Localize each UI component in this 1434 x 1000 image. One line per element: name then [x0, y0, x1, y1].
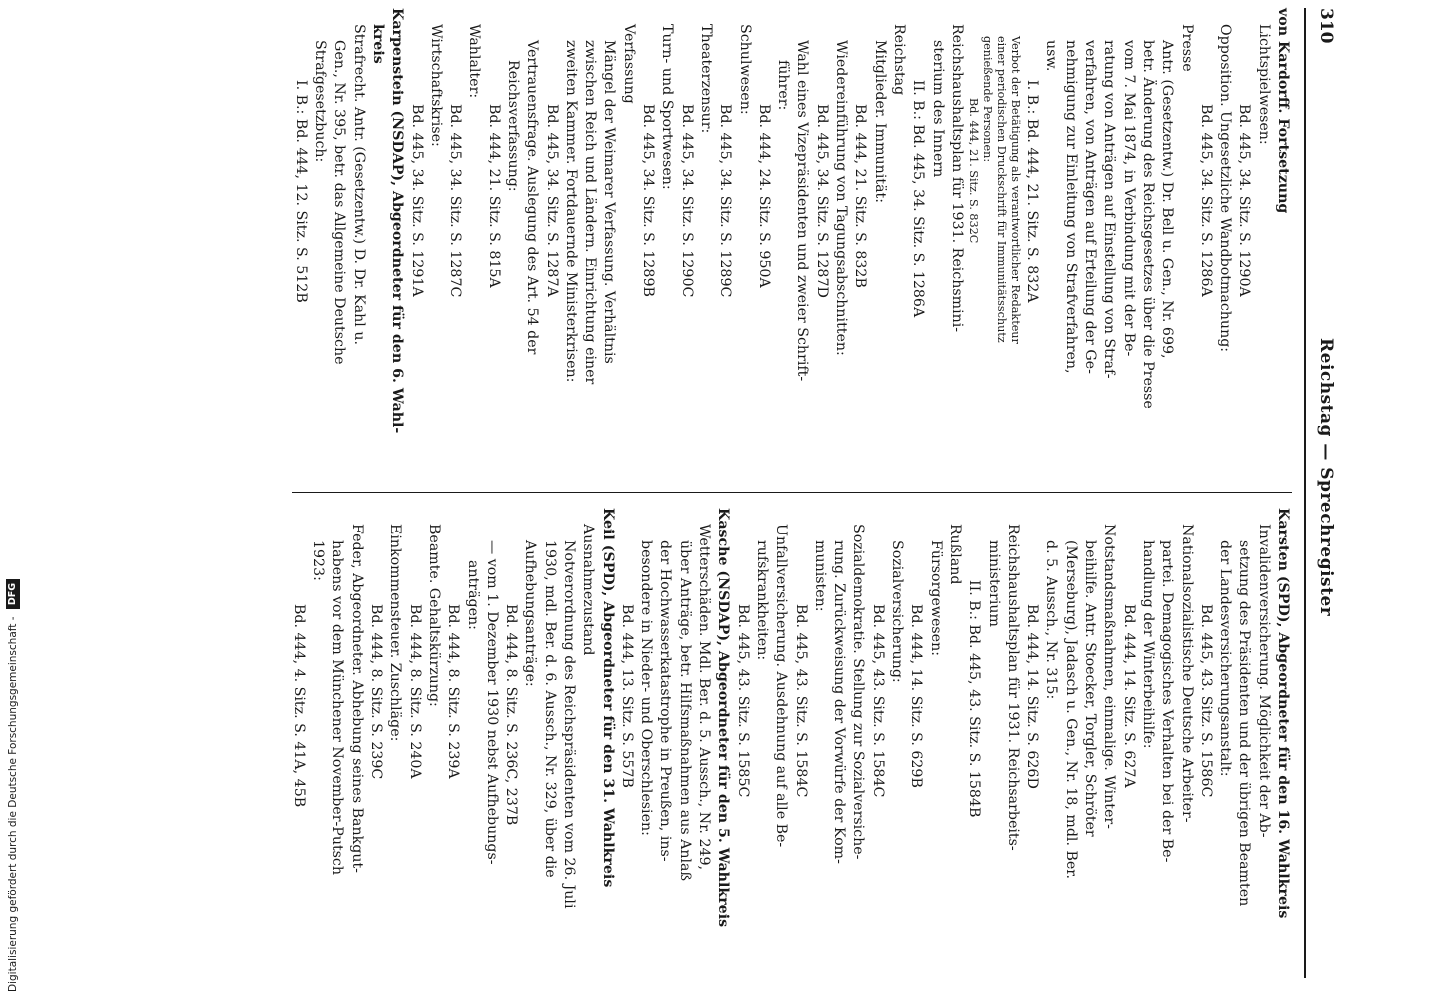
subtopic: verfahren, von Anträgen auf Erteilung der Ge-: [1082, 40, 1099, 374]
citation: Bd. 444, 8. Sitz. S. 239A: [445, 604, 462, 779]
subtopic: — vom 1. Dezember 1930 nebst Aufhebungs-: [483, 540, 500, 865]
topic: Wetterschäden. Mdl. Ber. d. 5. Aussch., Nr. 249,: [696, 524, 713, 871]
citation: Bd. 444, 8. Sitz. S. 236C, 237B: [503, 604, 520, 826]
topic: Wahlalter:: [466, 24, 483, 99]
citation: II. B.: Bd. 445, 43. Sitz. S. 1584B: [966, 580, 983, 818]
subtopic: Notverordnung des Reichspräsidenten vom 26. Juli: [561, 540, 578, 909]
subtopic: rung. Zurückweisung der Vorwürfe der Kom-: [831, 540, 848, 864]
topic: Invalidenversicherung. Möglichkeit der Ab-: [1255, 524, 1272, 838]
subtopic: Vertrauensfrage. Auslegung des Art. 54 der: [524, 40, 541, 355]
subtopic: nehmigung zur Einleitung von Strafverfahren,: [1062, 40, 1079, 374]
citation: Bd. 444, 21. Sitz. S. 832C: [966, 98, 980, 244]
rotated-page: [260, 8, 1340, 978]
topic: Ausnahmezustand: [580, 524, 597, 656]
subtopic: der Hochwasserkatastrophe in Preußen, ins-: [657, 540, 674, 862]
topic: Beamte. Gehaltskürzung:: [425, 524, 442, 707]
subtopic: Antr. (Gesetzentw.) Dr. Bell u. Gen., Nr. 699,: [1159, 40, 1176, 359]
subtopic: 1930, mdl. Ber. d. 6. Aussch., Nr. 329, über die: [541, 540, 558, 878]
topic: Presse: [1178, 24, 1195, 72]
topic: Rußland: [946, 524, 963, 585]
subtopic: handlung der Winterbeihilfe:: [1139, 540, 1156, 749]
citation: Bd. 444, 4. Sitz. S. 41A, 45B: [290, 604, 307, 808]
subtopic: usw.: [1043, 40, 1060, 72]
right-column: [289, 508, 1292, 976]
entry-heading: von Kardorff. Fortsetzung: [1275, 8, 1291, 214]
subtopic: Gen., Nr. 395, betr. das Allgemeine Deutsche: [331, 40, 348, 365]
citation: I. B.: Bd. 444, 21. Sitz. S. 832A: [1024, 80, 1041, 303]
citation: I. B.: Bd. 444, 12. Sitz. S. 512B: [292, 80, 309, 303]
citation: Bd. 445, 34. Sitz. S. 1286A: [1197, 104, 1214, 297]
citation: Bd. 444, 21. Sitz. S. 832B: [852, 104, 869, 288]
subtopic: Reichsverfassung:: [505, 60, 522, 192]
citation: Bd. 445, 34. Sitz. S. 1289B: [640, 104, 657, 297]
digitization-note-text: Digitalisierung gefördert durch die Deutsche Forschungsgemeinschaft -: [7, 616, 19, 992]
topic: Sozialdemokratie. Stellung zur Sozialversiche-: [850, 524, 867, 860]
note: einer periodischen Druckschrift für Immunitätsschutz: [994, 36, 1008, 343]
topic: Einkommensteuer. Zuschläge:: [387, 524, 404, 742]
left-column: [290, 8, 1292, 476]
subtopic: Strafgesetzbuch:: [312, 40, 329, 163]
subtopic: Sozialversicherung:: [889, 540, 906, 683]
subtopic: führer:: [775, 60, 792, 111]
subtopic: Mitglieder. Immunität:: [871, 40, 888, 204]
note: Verbot der Betätigung als verantwortlicher Redakteur: [1008, 36, 1022, 344]
topic: Notstandsmaßnahmen, einmalige. Winter-: [1101, 524, 1118, 829]
subtopic: d. 5. Aussch., Nr. 315:: [1043, 540, 1060, 700]
topic: Wirtschaftskrise:: [427, 24, 444, 147]
subtopic: ministerium: [985, 540, 1002, 627]
citation: Bd. 445, 34. Sitz. S. 1287C: [447, 104, 464, 298]
topic: Reichshaushaltsplan für 1931. Reichsarbeits-: [1004, 524, 1021, 851]
citation: Bd. 444, 14. Sitz. S. 627A: [1120, 604, 1137, 788]
entry-heading: Keil (SPD), Abgeordneter für den 31. Wahlkreis: [599, 508, 616, 888]
subtopic: zweiten Kammer. Fortdauernde Ministerkrisen:: [562, 40, 579, 383]
page-header: [1304, 8, 1340, 978]
citation: Bd. 444, 14. Sitz. S. 629B: [908, 604, 925, 788]
subtopic: Aufhebungsanträge:: [522, 540, 539, 687]
subtopic: Wiedereinführung von Tagungsabschnitten:: [833, 40, 850, 356]
topic: Unfallversicherung. Ausdehnung auf alle Be-: [773, 524, 790, 848]
column-divider: [292, 492, 1292, 493]
dfg-logo: DFG: [6, 579, 20, 609]
subtopic: partei. Demagogisches Verhalten bei der Be-: [1159, 540, 1176, 863]
topic: Reichshaushaltsplan für 1931. Reichsmini-: [948, 24, 965, 333]
citation: Bd. 444, 8. Sitz. S. 239C: [368, 604, 385, 780]
subtopic: habens vor dem Münchener November-Putsch: [329, 540, 346, 876]
citation: Bd. 444, 13. Sitz. S. 557B: [618, 604, 635, 788]
digitization-note: [6, 579, 20, 992]
citation: Bd. 445, 34. Sitz. S. 1290C: [678, 104, 695, 298]
subtopic: vom 7. Mai 1874, in Verbindung mit der Be-: [1120, 40, 1137, 357]
page-number: 310: [1316, 8, 1336, 44]
subtopic: Fürsorgewesen:: [927, 540, 944, 656]
running-head: Reichstag — Sprechregister: [1316, 338, 1336, 617]
topic: Schulwesen:: [736, 24, 753, 115]
citation: Bd. 445, 34. Sitz. S. 1289C: [717, 104, 734, 298]
entry-heading: Karsten (SPD), Abgeordneter für den 16. Wahlkreis: [1275, 508, 1291, 919]
entry-heading: Karpenstein (NSDAP), Abgeordneter für den 6. Wahl-: [389, 8, 406, 434]
citation: Bd. 445, 34. Sitz. S. 1290A: [1236, 104, 1253, 297]
citation: Bd. 445, 43. Sitz. S. 1586C: [1197, 604, 1214, 798]
citation: Bd. 445, 34. Sitz. S. 1287A: [543, 104, 560, 297]
citation: Bd. 445, 43. Sitz. S. 1585C: [734, 604, 751, 798]
topic: Opposition. Ungesetzliche Wandbotmachung:: [1217, 24, 1234, 353]
subtopic: der Landesversicherungsanstalt:: [1217, 540, 1234, 777]
note: genießende Personen:: [980, 36, 994, 163]
citation: Bd. 444, 24. Sitz. S. 950A: [755, 104, 772, 288]
citation: Bd. 444, 8. Sitz. S. 240A: [406, 604, 423, 779]
subtopic: besondere in Nieder- und Oberschlesien:: [638, 540, 655, 836]
citation: Bd. 444, 21. Sitz. S. 815A: [485, 104, 502, 288]
entry-heading: Kasche (NSDAP), Abgeordneter für den 5. Wahlkreis: [715, 508, 732, 928]
subtopic: zwischen Reich und Ländern. Einrichtung einer: [582, 40, 599, 385]
citation: Bd. 445, 34. Sitz. S. 1287D: [813, 104, 830, 298]
subtopic: anträgen:: [464, 560, 481, 630]
topic: Reichstag: [890, 24, 907, 96]
subtopic: über Anträge, betr. Hilfsmaßnahmen aus Anlaß: [676, 540, 693, 881]
subtopic: rufskrankheiten:: [753, 540, 770, 661]
subtopic: betr. Änderung des Reichsgesetzes über die Presse: [1139, 40, 1156, 409]
subtopic: ratung von Anträgen auf Einstellung von Straf-: [1101, 40, 1118, 379]
topic: Nationalsozialistische Deutsche Arbeiter-: [1178, 524, 1195, 823]
subtopic: Mängel der Weimarer Verfassung. Verhältnis: [601, 40, 618, 364]
subtopic: munisten:: [811, 540, 828, 612]
subtopic: sterium des Innern: [929, 40, 946, 178]
citation: Bd. 445, 43. Sitz. S. 1584C: [792, 604, 809, 798]
topic: Theaterzensur:: [697, 24, 714, 134]
subtopic: beihilfe. Antr. Stoecker, Torgler, Schröter: [1082, 540, 1099, 837]
citation: Bd. 444, 14. Sitz. S. 626D: [1024, 604, 1041, 789]
topic: Verfassung: [620, 24, 637, 104]
subtopic: Wahl eines Vizepräsidenten und zweier Schrift-: [794, 40, 811, 382]
subtopic: 1923:: [310, 540, 327, 581]
topic: Lichtspielwesen:: [1255, 24, 1272, 145]
citation: Bd. 445, 43. Sitz. S. 1584C: [869, 604, 886, 798]
entry-heading-cont: kreis: [369, 24, 386, 64]
subtopic: (Merseburg), Jadasch u. Gen., Nr. 18, mdl. Ber.: [1062, 540, 1079, 880]
subtopic: setzung des Präsidenten und der übrigen Beamten: [1236, 540, 1253, 907]
topic: Feder, Abgeordneter. Abhebung seines Bankgut-: [348, 524, 365, 873]
topic: Turn- und Sportwesen:: [659, 24, 676, 190]
citation: II. B.: Bd. 445, 34. Sitz. S. 1286A: [910, 80, 927, 318]
topic: Strafrecht. Antr. (Gesetzentw.) D. Dr. Kahl u.: [350, 24, 367, 345]
citation: Bd. 445, 34. Sitz. S. 1291A: [408, 104, 425, 297]
